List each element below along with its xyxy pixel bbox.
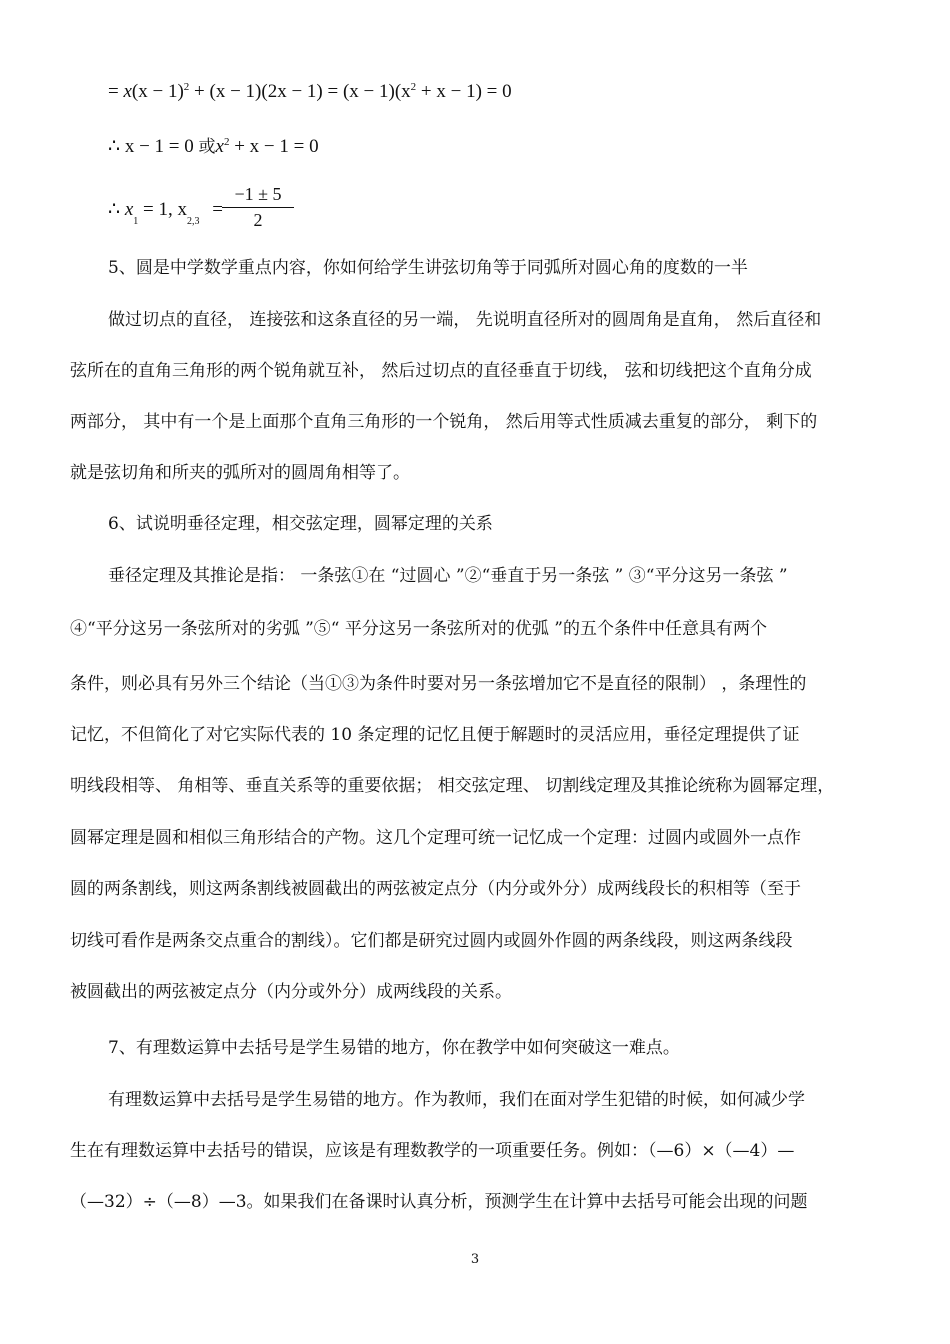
paragraph-line: 圆幂定理是圆和相似三角形结合的产物。这几个定理可统一记忆成一个定理：过圆内或圆外一点作 (70, 828, 801, 848)
equals-sign: = (108, 81, 119, 102)
paragraph-line: 被圆截出的两弦被定点分（内分或外分）成两线段的关系。 (70, 982, 512, 1002)
exponent: 2 (223, 136, 230, 148)
equation-expansion (108, 80, 512, 106)
subscript: 1 (133, 216, 139, 227)
expression-part: + (x − 1)(2x − 1) = (x − 1)(x (189, 81, 411, 102)
paragraph-line: 条件，则必具有另外三个结论（当①③为条件时要对另一条弦增加它不是直径的限制） ，条理性的 (70, 674, 807, 694)
equation-cases (108, 135, 319, 161)
paragraph-line: 记忆，不但简化了对它实际代表的 10 条定理的记忆且便于解题时的灵活应用，垂径定理提供了证 (70, 725, 800, 745)
therefore-symbol: ∴ (108, 199, 121, 220)
paragraph-line: 明线段相等、 角相等、垂直关系等的重要依据； 相交弦定理、 切割线定理及其推论统称为圆幂定理， (70, 776, 835, 796)
question-7: 7、有理数运算中去括号是学生易错的地方，你在教学中如何突破这一难点。 (108, 1038, 680, 1058)
fraction-bar (222, 207, 294, 208)
paragraph-line: ④“平分这另一条弦所对的劣弧 ”⑤“ 平分这另一条弦所对的优弧 ”的五个条件中任意具有两个 (70, 619, 767, 639)
paragraph-line: 切线可看作是两条交点重合的割线）。它们都是研究过圆内或圆外作圆的两条线段，则这两条线段 (70, 931, 793, 951)
equation-solutions (108, 198, 223, 225)
paragraph-line: 弦所在的直角三角形的两个锐角就互补， 然后过切点的直径垂直于切线， 弦和切线把这个直角分成 (70, 361, 812, 381)
expression-part: + x − 1) = 0 (416, 81, 512, 102)
equals-sign: = (212, 199, 223, 220)
factor: (x − 1) (131, 81, 184, 102)
paragraph-line: 做过切点的直径， 连接弦和这条直径的另一端， 先说明直径所对的圆周角是直角， 然后直径和 (108, 310, 822, 330)
or-word: 或 (198, 137, 216, 157)
question-5: 5、圆是中学数学重点内容，你如何给学生讲弦切角等于同弧所对圆心角的度数的一半 (108, 258, 748, 278)
fraction-denominator: 2 (253, 210, 263, 230)
question-6: 6、试说明垂径定理，相交弦定理，圆幂定理的关系 (108, 514, 493, 534)
paragraph-line: 两部分， 其中有一个是上面那个直角三角形的一个锐角， 然后用等式性质减去重复的部分， 剩下的 (70, 412, 818, 432)
fraction-numerator: −1 ± 5 (234, 184, 282, 204)
paragraph-line: 生在有理数运算中去括号的错误，应该是有理数教学的一项重要任务。例如：（—6）×（—4）— (70, 1141, 795, 1161)
expression-part: = 1, x (138, 199, 187, 220)
subscript: 2,3 (187, 216, 200, 227)
variable-x: x (123, 81, 132, 102)
exponent: 2 (183, 81, 190, 93)
paragraph-line: 圆的两条割线，则这两条割线被圆截出的两弦被定点分（内分或外分）成两线段长的积相等（至于 (70, 879, 801, 899)
variable-x: x (124, 199, 134, 220)
paragraph-line: 就是弦切角和所夹的弧所对的圆周角相等了。 (70, 463, 410, 483)
page-number: 3 (470, 1252, 480, 1267)
case-left: x − 1 = 0 (124, 136, 194, 157)
therefore-symbol: ∴ (108, 136, 121, 157)
paragraph-line: 有理数运算中去括号是学生易错的地方。作为教师，我们在面对学生犯错的时候，如何减少学 (108, 1090, 805, 1110)
paragraph-line: （—32）÷（—8）—3。如果我们在备课时认真分析，预测学生在计算中去括号可能会出现的问题 (70, 1192, 808, 1212)
exponent: 2 (410, 81, 417, 93)
paragraph-line: 垂径定理及其推论是指： 一条弦①在 “过圆心 ”②“垂直于另一条弦 ” ③“平分这另一条弦 ” (108, 566, 788, 586)
variable-x: x (215, 136, 224, 157)
fraction (222, 184, 294, 231)
case-right: + x − 1 = 0 (229, 136, 319, 157)
